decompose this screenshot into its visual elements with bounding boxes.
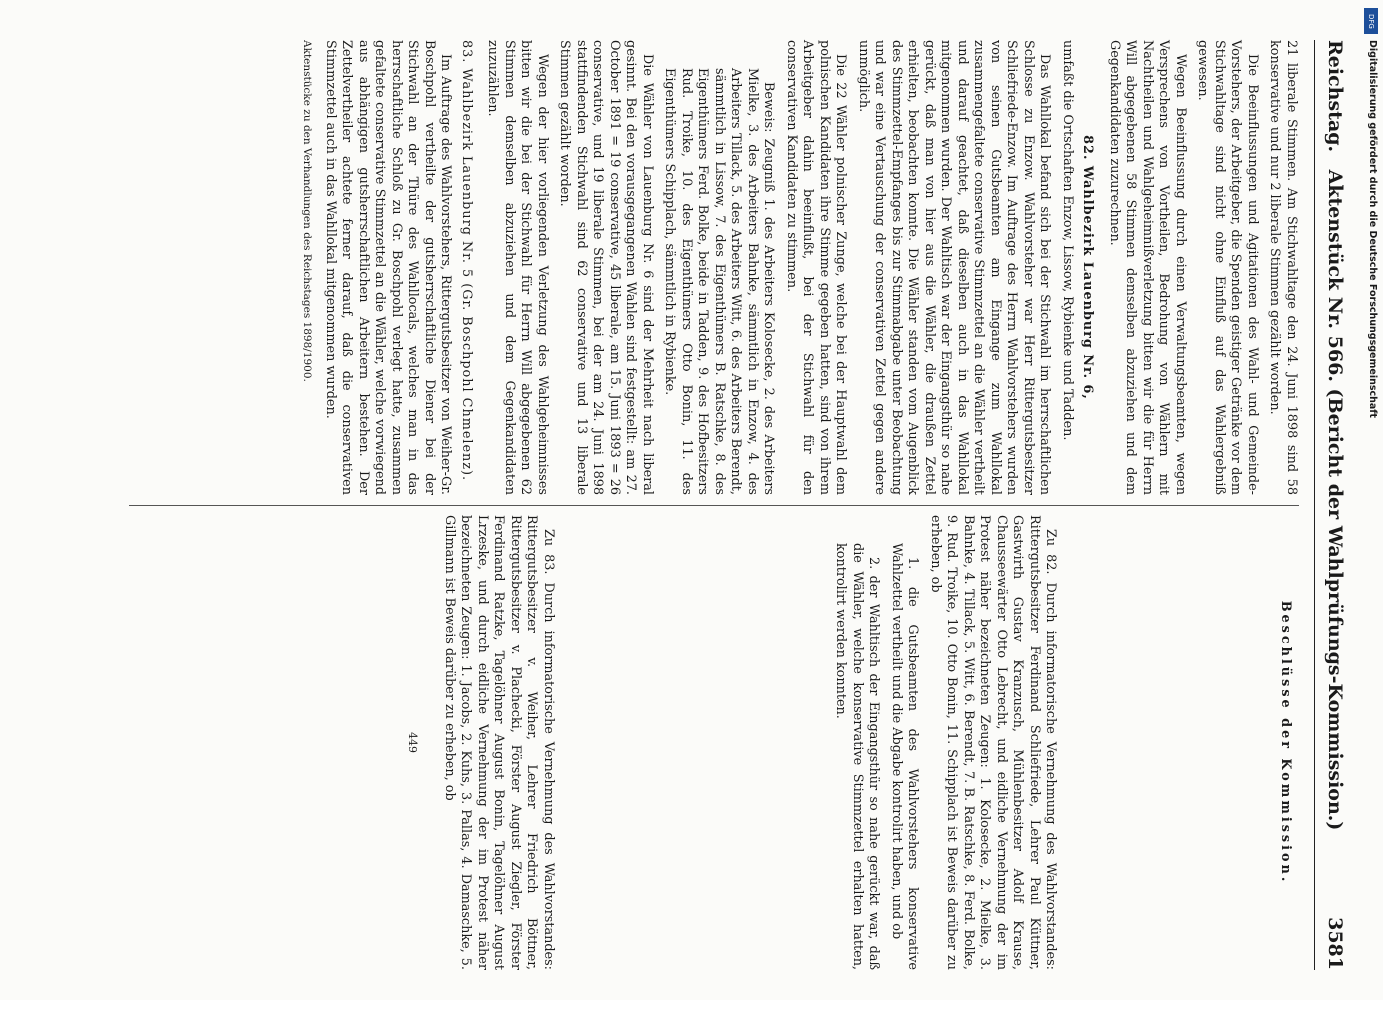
commission-heading: Beschlüsse der Kommission. (1278, 600, 1293, 885)
section-heading-82: 82. Wahlbezirk Lauenburg Nr. 6, (1080, 135, 1096, 400)
page-header (1314, 40, 1355, 970)
resolution-item: 2. der Wahltisch der Eingangsthür so nahe gerückt war, daß die Wähler, welche konservative Stimmzettel erhalten hatten, kontrolirt werden konnten. (833, 543, 882, 970)
dfg-logo: DFG (1364, 8, 1378, 34)
paragraph: Die Beeinflussungen und Agitationen des Wahl- und Gemeinde-Vorstehers, der Arbeitgeber, die Spenden geistiger Getränke vor dem Stichwahltage sind nicht ohne Einfluß auf das Wahlergebniß gewesen. (1195, 40, 1260, 495)
paragraph: Die 22 Wähler polnischer Zunge, welche bei der Hauptwahl dem polnischen Kandidaten ihre Stimme gegeben hatten, sind von ihrem Arbeitgeber dahin beeinflußt, bei der Stichwahl für den conservativen Kandidaten zu stimmen. (784, 40, 849, 495)
page-mark: 449 (406, 732, 420, 753)
column-divider (129, 505, 1299, 506)
right-column (404, 515, 1299, 970)
footer-note: Aktenstücke zu den Verhandlungen des Reichstages 1898/1900. (301, 40, 314, 382)
digitization-credit: Digitalisierung gefördert durch die Deutsche Forschungsgemeinschaft (1367, 40, 1378, 418)
resolution-83: Zu 83. Durch informatorische Vernehmung des Wahlvorstandes: Rittergutsbesitzer v. Weiher, Lehrer Friedrich Böttner, Rittergutsbesitzer v. Plachecki, Förster August Ziegler, Förster Ferdinand Ratzke, Tagelöhner August Bonin, Tagelöhner August Lrzeske, und durch eidliche Vernehmung der im Protest näher bezeichneten Zeugen: 1. Jacobs, 2. Kuhs, 3. Pallas, 4. Damaschke, 5. Gillmann ist Beweis darüber zu erheben, ob (442, 515, 556, 970)
paragraph: 21 liberale Stimmen. Am Stichwahltage den 24. Juni 1898 sind 58 konservative und nur 2 liberale Stimmen gezählt worden. (1267, 40, 1299, 495)
paragraph: Das Wahllokal befand sich bei der Stichwahl im herrschaftlichen Schlosse zu Enzow. Wahlvorsteher war Herr Rittergutsbesitzer Schliefriede-Enzow. Im Auftrage des Herrn Wahlvorstehers wurden von seinen Gutsbeamten am Eingange zum Wahllokal zusammengefaltete conservative Stimmzettel an die Wähler vertheilt und darauf geachtet, daß dieselben auch in das Wahllokal mitgenommen wurden. Der Wahltisch war der Eingangsthür so nahe gerückt, daß man von hier aus die Wähler, die draußen Zettel erhielten, beobachten konnte. Die Wähler standen vom Augenblick des Stimmzettel-Empfanges bis zur Stimmabgabe unter Beobachtung und war eine Vertauschung der conservativen Zettel gegen andere unmöglich. (856, 40, 1053, 495)
evidence-list: Beweis: Zeugniß 1. des Arbeiters Kolosecke, 2. des Arbeiters Mielke, 3. des Arbeiters Bahnke, sämmtlich in Enzow, 4. des Arbeiters Tillack, 5. des Arbeiters Witt, 6. des Arbeiters Berendt, sämmtlich in Lissow, 7. des Eigenthümers B. Ratschke, 8. des Eigenthümers Ferd. Bolke, beide in Tadden, 9. des Hofbesitzers Rud. Troike, 10. des Eigenthümers Otto Bonin, 11. des Eigenthümers Schipplach, sämmtlich in Rybienke. (662, 68, 777, 495)
paragraph: Wegen der hier vorliegenden Verletzung des Wahlgeheimnisses bitten wir die bei der Stichwahl für Herrn Will abgegebenen 62 Stimmen demselben abzuziehen und dem Gegenkandidaten zuzuzählen. (485, 40, 550, 495)
resolution-82: Zu 82. Durch informatorische Vernehmung des Wahlvorstandes: Rittergutsbesitzer Ferdinand Schliefriede, Lehrer Paul Küttner, Gastwirth Gustav Kranzusch, Mühlenbesitzer Adolf Krause, Chausseewärter Otto Lebrecht, und eidliche Vernehmung der im Protest näher bezeichneten Zeugen: 1. Kolosecke, 2. Mielke, 3. Bahnke, 4. Tillack, 5. Witt, 6. Berendt, 7. B. Ratschke, 8. Ferd. Bolke, 9. Rud. Troike, 10. Otto Bonin, 11. Schipplach ist Beweis darüber zu erheben, ob (928, 515, 1059, 970)
section-heading-83: 83. Wahlbezirk Lauenburg Nr. 5 (Gr. Boschpohl Chmelenz). (459, 40, 474, 482)
header-title: Aktenstück Nr. 566. (Bericht der Wahlprüfungs-Kommission.) (1324, 169, 1346, 831)
header-page-number: 3581 (1324, 917, 1346, 970)
resolution-item: 1. die Gutsbeamten des Wahlvorstehers konservative Wahlzettel vertheilt und die Abgabe kontrolirt haben, und ob (889, 543, 921, 970)
paragraph: Im Auftrage des Wahlvorstehers, Rittergutsbesitzer von Weiher-Gr. Boschpohl vertheilte der gutsherrschaftliche Diener bei der Stichwahl an der Thüre des Wahllocals, welches man in das herrschaftliche Schloß zu Gr. Boschpohl verlegt hatte, zusammen gefaltete conservative Stimmzettel an die Wähler, welche vorwiegend aus abhängigen gutsherrschaftlichen Arbeitern bestehen. Der Zettelvertheiler achtete ferner darauf, daß die conservativen Stimmzettel auch in das Wahllokal mitgenommen wurden. (323, 40, 454, 495)
header-left: Reichstag. (1324, 40, 1346, 153)
paragraph: Die Wähler von Lauenburg Nr. 6 sind der Mehrheit nach liberal gesinnt. Bei den vorausgegangenen Wahlen sind festgestellt: am 27. October 1891 = 19 conservative, 45 liberale, am 15. Juni 1893 = 26 conservative, und 19 liberale Stimmen, bei der am 24. Juni 1898 stattfindenden Stichwahl sind 62 conservative und 13 liberale Stimmen gezählt worden. (557, 40, 655, 495)
paragraph: Wegen Beeinflussung durch einen Verwaltungsbeamten, wegen Versprechens von Vortheilen, Bedrohung von Wählern mit Nachtheilen und Wahlgeheimnißverletzung bitten wir die für Herrn Will abgegebenen 58 Stimmen demselben abzuziehen und dem Gegenkandidaten zuzurechnen. (1107, 40, 1188, 495)
rotated-content (35, 40, 1355, 970)
left-column (293, 40, 1299, 495)
section-subheading: umfaßt die Ortschaften Enzow, Lissow, Rybienke und Tadden. (1060, 40, 1075, 441)
